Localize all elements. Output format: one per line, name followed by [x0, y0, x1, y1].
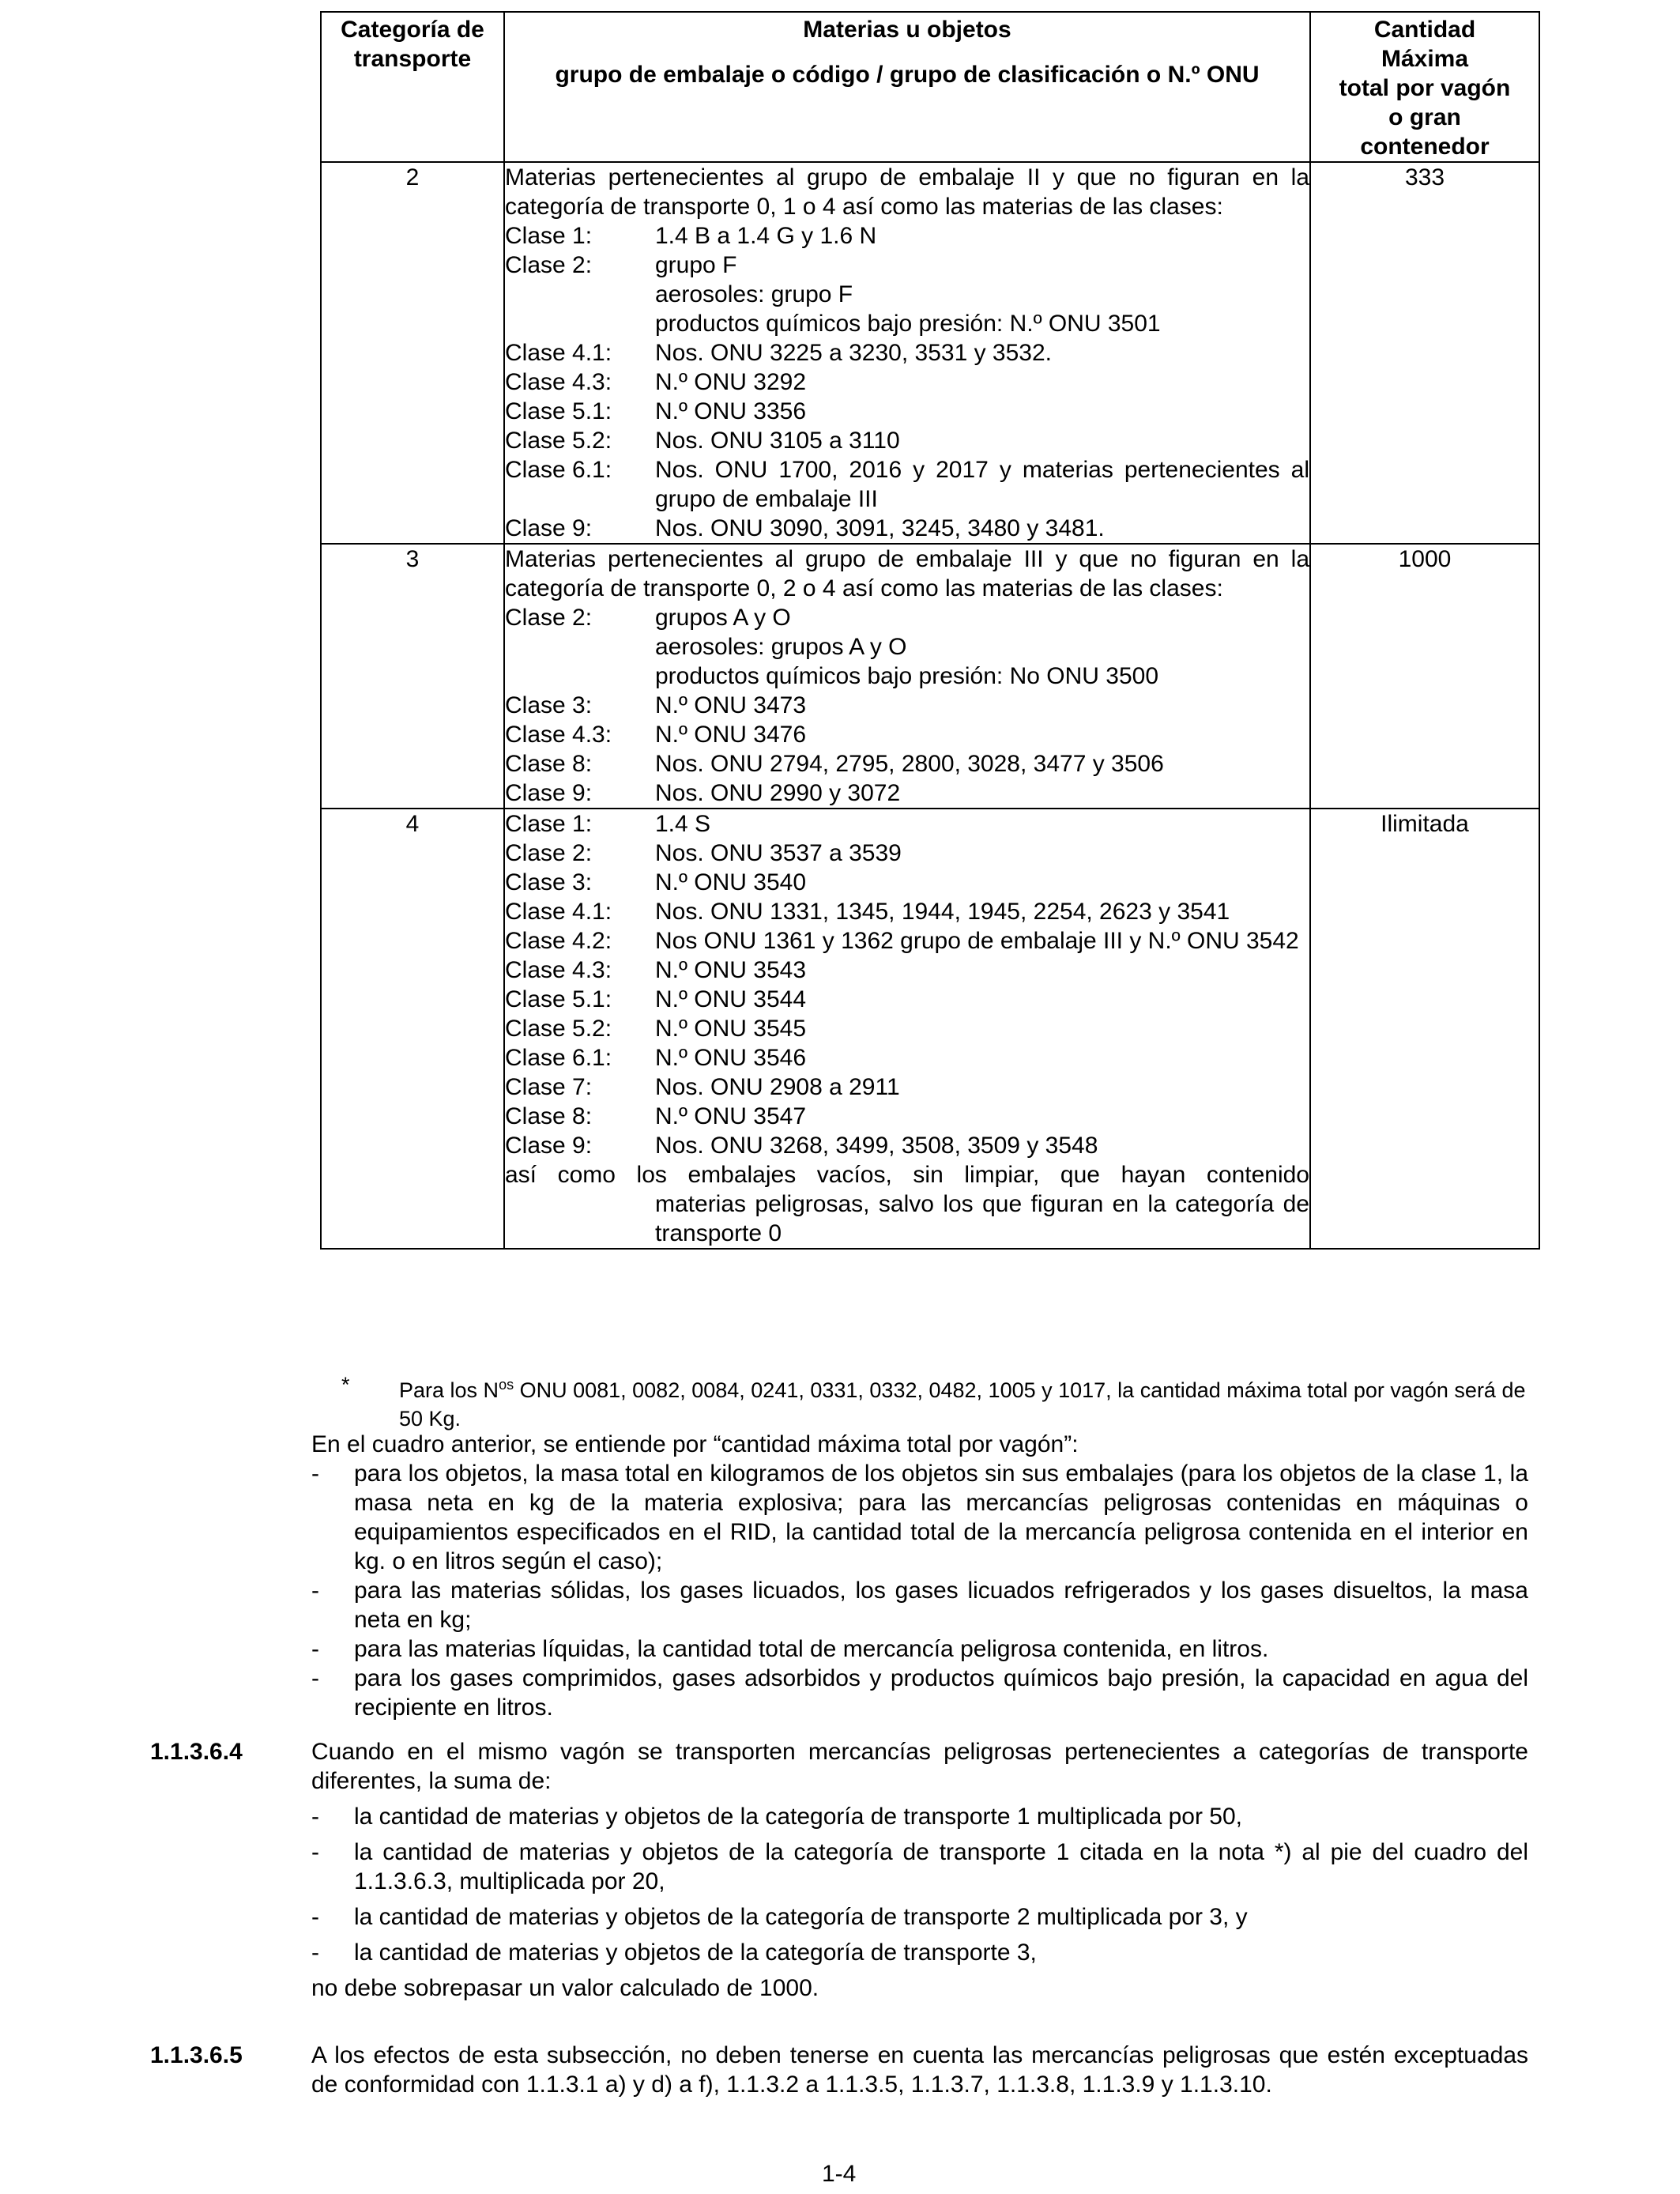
materials-cell [504, 544, 1310, 809]
class-value: productos químicos bajo presión: N.º ONU 3501 [655, 311, 1161, 337]
class-key [505, 632, 655, 662]
class-line [505, 426, 1309, 455]
list-item-text: para las materias sólidas, los gases licuados, los gases licuados refrigerados y los gases disueltos, la masa neta en kg; [354, 1578, 1528, 1633]
class-line [505, 662, 1309, 691]
class-value: grupo F [655, 252, 737, 278]
category-cell: 2 [321, 162, 504, 544]
class-line [505, 221, 1309, 251]
class-line [505, 778, 1309, 808]
list-item [311, 1664, 1528, 1722]
list-item-text: la cantidad de materias y objetos de la categoría de transporte 1 multiplicada por 50, [354, 1804, 1243, 1830]
class-line [505, 926, 1309, 956]
class-line [505, 338, 1309, 368]
header-materials-line: grupo de embalaje o código / grupo de clasificación o N.º ONU [555, 62, 1260, 88]
class-line [505, 720, 1309, 749]
section-number: 1.1.3.6.5 [150, 2042, 243, 2068]
materials-intro: Materias pertenecientes al grupo de embalaje III y que no figuran en la categoría de transporte 0, 2 o 4 así como las materias de las clases: [505, 546, 1309, 601]
list-item [311, 1459, 1528, 1576]
section-1136-5 [311, 2041, 1528, 2099]
class-line [505, 632, 1309, 662]
header-quantity-line: total por vagón [1339, 75, 1511, 101]
class-key: Clase 7: [505, 1074, 593, 1100]
list-item [311, 1902, 1528, 1932]
quantity-cell: 1000 [1310, 544, 1539, 809]
class-value: N.º ONU 3540 [655, 869, 807, 895]
class-line [505, 868, 1309, 897]
class-value: Nos. ONU 3225 a 3230, 3531 y 3532. [655, 340, 1053, 366]
class-value: N.º ONU 3547 [655, 1103, 807, 1129]
header-materials-line: Materias u objetos [803, 17, 1011, 43]
list-item-text: la cantidad de materias y objetos de la categoría de transporte 2 multiplicada por 3, y [354, 1904, 1248, 1930]
footnote-text-post: ONU 0081, 0082, 0084, 0241, 0331, 0332, 0482, 1005 y 1017, la cantidad máxima total por vagón será de 50 Kg. [399, 1378, 1526, 1431]
class-key: Clase 4.3: [505, 957, 612, 983]
class-key: Clase 2: [505, 252, 593, 278]
class-key: Clase 3: [505, 869, 593, 895]
header-quantity-line: contenedor [1360, 134, 1490, 160]
class-key: Clase 4.3: [505, 722, 612, 748]
bullet-dash: - [311, 1940, 319, 1966]
table-row [321, 544, 1539, 809]
class-key: Clase 6.1: [505, 1045, 612, 1071]
class-key: Clase 2: [505, 605, 593, 631]
class-value: N.º ONU 3545 [655, 1016, 807, 1042]
list-item [311, 1838, 1528, 1896]
bullet-dash: - [311, 1804, 319, 1830]
bullet-dash: - [311, 1636, 319, 1662]
class-key: Clase 4.1: [505, 340, 612, 366]
category-cell: 4 [321, 809, 504, 1249]
class-key: Clase 6.1: [505, 457, 612, 483]
table-footnote [341, 1370, 1527, 1433]
class-key: Clase 5.1: [505, 398, 612, 424]
class-key: Clase 5.2: [505, 428, 612, 454]
class-value: N.º ONU 3473 [655, 692, 807, 718]
class-value: Nos. ONU 3268, 3499, 3508, 3509 y 3548 [655, 1133, 1098, 1159]
class-value: Nos ONU 1361 y 1362 grupo de embalaje III y N.º ONU 3542 [655, 928, 1299, 954]
header-category-line: transporte [353, 46, 472, 72]
class-line [505, 897, 1309, 926]
section-text: A los efectos de esta subsección, no deben tenerse en cuenta las mercancías peligrosas que estén exceptuadas de conformidad con 1.1.3.1 a) y d) a f), 1.1.3.2 a 1.1.3.5, 1.1.3.7, 1.1.3.8, 1.1.3.9 y 1.1.3.10. [311, 2042, 1528, 2098]
class-value: Nos. ONU 3090, 3091, 3245, 3480 y 3481. [655, 515, 1105, 541]
header-category [321, 12, 504, 162]
header-quantity-line: Máxima [1381, 46, 1469, 72]
footnote-marker: * [341, 1373, 350, 1397]
closing-first-line: así como los embalajes vacíos, sin limpiar, que hayan contenido [505, 1162, 1309, 1188]
class-key: Clase 4.1: [505, 899, 612, 925]
class-value: grupos A y O [655, 605, 791, 631]
class-key: Clase 2: [505, 840, 593, 866]
class-value: 1.4 B a 1.4 G y 1.6 N [655, 223, 877, 249]
class-key: Clase 9: [505, 780, 593, 806]
transport-category-table [320, 11, 1540, 1250]
class-key: Clase 5.1: [505, 986, 612, 1012]
footnote-superscript: os [499, 1377, 514, 1393]
bullet-dash: - [311, 1461, 319, 1487]
quantity-explanation [311, 1430, 1528, 1722]
class-line [505, 397, 1309, 426]
list-item [311, 1576, 1528, 1634]
class-value: Nos. ONU 2990 y 3072 [655, 780, 901, 806]
class-value: Nos. ONU 2908 a 2911 [655, 1074, 900, 1100]
header-quantity-line: Cantidad [1373, 17, 1476, 43]
section-number: 1.1.3.6.4 [150, 1739, 243, 1765]
list-item-text: para los objetos, la masa total en kilogramos de los objetos sin sus embalajes (para los objetos de la clase 1, la masa neta en kg de la materia explosiva; para las mercancías peligrosas contenidas en máquinas o equipamientos especificados en el RID, la cantidad total de la mercancía peligrosa contenida en el interior en kg. o en litros según el caso); [354, 1461, 1528, 1574]
list-item-text: la cantidad de materias y objetos de la categoría de transporte 1 citada en la nota *) al pie del cuadro del 1.1.3.6.3, multiplicada por 20, [354, 1839, 1528, 1894]
list-item [311, 1802, 1528, 1831]
footnote-text [399, 1370, 1527, 1433]
table-row [321, 162, 1539, 544]
class-value: 1.4 S [655, 811, 711, 837]
materials-cell [504, 162, 1310, 544]
category-cell: 3 [321, 544, 504, 809]
materials-cell [504, 809, 1310, 1249]
class-line [505, 749, 1309, 778]
class-line [505, 1043, 1309, 1072]
class-value: N.º ONU 3292 [655, 369, 807, 395]
class-line [505, 280, 1309, 309]
section-closing: no debe sobrepasar un valor calculado de 1000. [311, 1975, 819, 2001]
bullet-dash: - [311, 1578, 319, 1604]
closing-rest-text: materias peligrosas, salvo los que figuran en la categoría de transporte 0 [655, 1191, 1309, 1246]
list-item-text: para las materias líquidas, la cantidad total de mercancía peligrosa contenida, en litros. [354, 1636, 1269, 1662]
class-value: N.º ONU 3543 [655, 957, 807, 983]
class-key: Clase 4.3: [505, 369, 612, 395]
class-line [505, 1072, 1309, 1102]
class-key [505, 309, 655, 338]
section-intro: Cuando en el mismo vagón se transporten mercancías peligrosas pertenecientes a categorías de transporte diferentes, la suma de: [311, 1739, 1528, 1794]
class-value: Nos. ONU 3105 a 3110 [655, 428, 900, 454]
footnote-text-pre: Para los N [399, 1378, 499, 1402]
class-value: productos químicos bajo presión: No ONU 3500 [655, 663, 1159, 689]
list-item [311, 1938, 1528, 1967]
class-key: Clase 8: [505, 751, 593, 777]
header-quantity [1310, 12, 1539, 162]
class-value: N.º ONU 3546 [655, 1045, 807, 1071]
class-value: Nos. ONU 3537 a 3539 [655, 840, 902, 866]
table-header-row [321, 12, 1539, 162]
table-row [321, 809, 1539, 1249]
class-key: Clase 3: [505, 692, 593, 718]
class-value: aerosoles: grupos A y O [655, 634, 907, 660]
class-line [505, 455, 1309, 514]
class-key: Clase 8: [505, 1103, 593, 1129]
class-line [505, 251, 1309, 280]
section-1136-4 [311, 1737, 1528, 2003]
class-value: Nos. ONU 2794, 2795, 2800, 3028, 3477 y 3506 [655, 751, 1164, 777]
quantity-cell: Ilimitada [1310, 809, 1539, 1249]
class-line [505, 603, 1309, 632]
class-key: Clase 4.2: [505, 928, 612, 954]
class-key [505, 280, 655, 309]
class-key: Clase 1: [505, 811, 593, 837]
class-value: N.º ONU 3356 [655, 398, 807, 424]
page-number: 1-4 [822, 2161, 857, 2187]
class-line [505, 809, 1309, 839]
class-line [505, 514, 1309, 543]
class-line [505, 1102, 1309, 1131]
class-value: N.º ONU 3476 [655, 722, 807, 748]
bullet-dash: - [311, 1839, 319, 1865]
closing-indent [505, 1189, 655, 1248]
header-materials [504, 12, 1310, 162]
quantity-cell: 333 [1310, 162, 1539, 544]
class-key: Clase 1: [505, 223, 593, 249]
class-line [505, 1131, 1309, 1160]
class-line [505, 839, 1309, 868]
class-value: N.º ONU 3544 [655, 986, 807, 1012]
class-line [505, 691, 1309, 720]
class-line [505, 309, 1309, 338]
class-key [505, 662, 655, 691]
bullet-dash: - [311, 1665, 319, 1691]
list-item [311, 1634, 1528, 1664]
explanation-intro: En el cuadro anterior, se entiende por “cantidad máxima total por vagón”: [311, 1431, 1079, 1457]
header-quantity-line: o gran [1388, 104, 1461, 130]
list-item-text: la cantidad de materias y objetos de la categoría de transporte 3, [354, 1940, 1037, 1966]
class-value: Nos. ONU 1700, 2016 y 2017 y materias pertenecientes al grupo de embalaje III [655, 457, 1309, 512]
closing-rest [505, 1189, 1309, 1248]
materials-intro: Materias pertenecientes al grupo de embalaje II y que no figuran en la categoría de transporte 0, 1 o 4 así como las materias de las clases: [505, 164, 1309, 220]
class-line [505, 956, 1309, 985]
class-key: Clase 5.2: [505, 1016, 612, 1042]
class-line [505, 368, 1309, 397]
class-key: Clase 9: [505, 515, 593, 541]
class-key: Clase 9: [505, 1133, 593, 1159]
class-value: aerosoles: grupo F [655, 281, 853, 307]
class-line [505, 1014, 1309, 1043]
class-line [505, 985, 1309, 1014]
class-value: Nos. ONU 1331, 1345, 1944, 1945, 2254, 2623 y 3541 [655, 899, 1230, 925]
list-item-text: para los gases comprimidos, gases adsorbidos y productos químicos bajo presión, la capacidad en agua del recipiente en litros. [354, 1665, 1528, 1721]
header-category-line: Categoría de [341, 17, 484, 43]
bullet-dash: - [311, 1904, 319, 1930]
